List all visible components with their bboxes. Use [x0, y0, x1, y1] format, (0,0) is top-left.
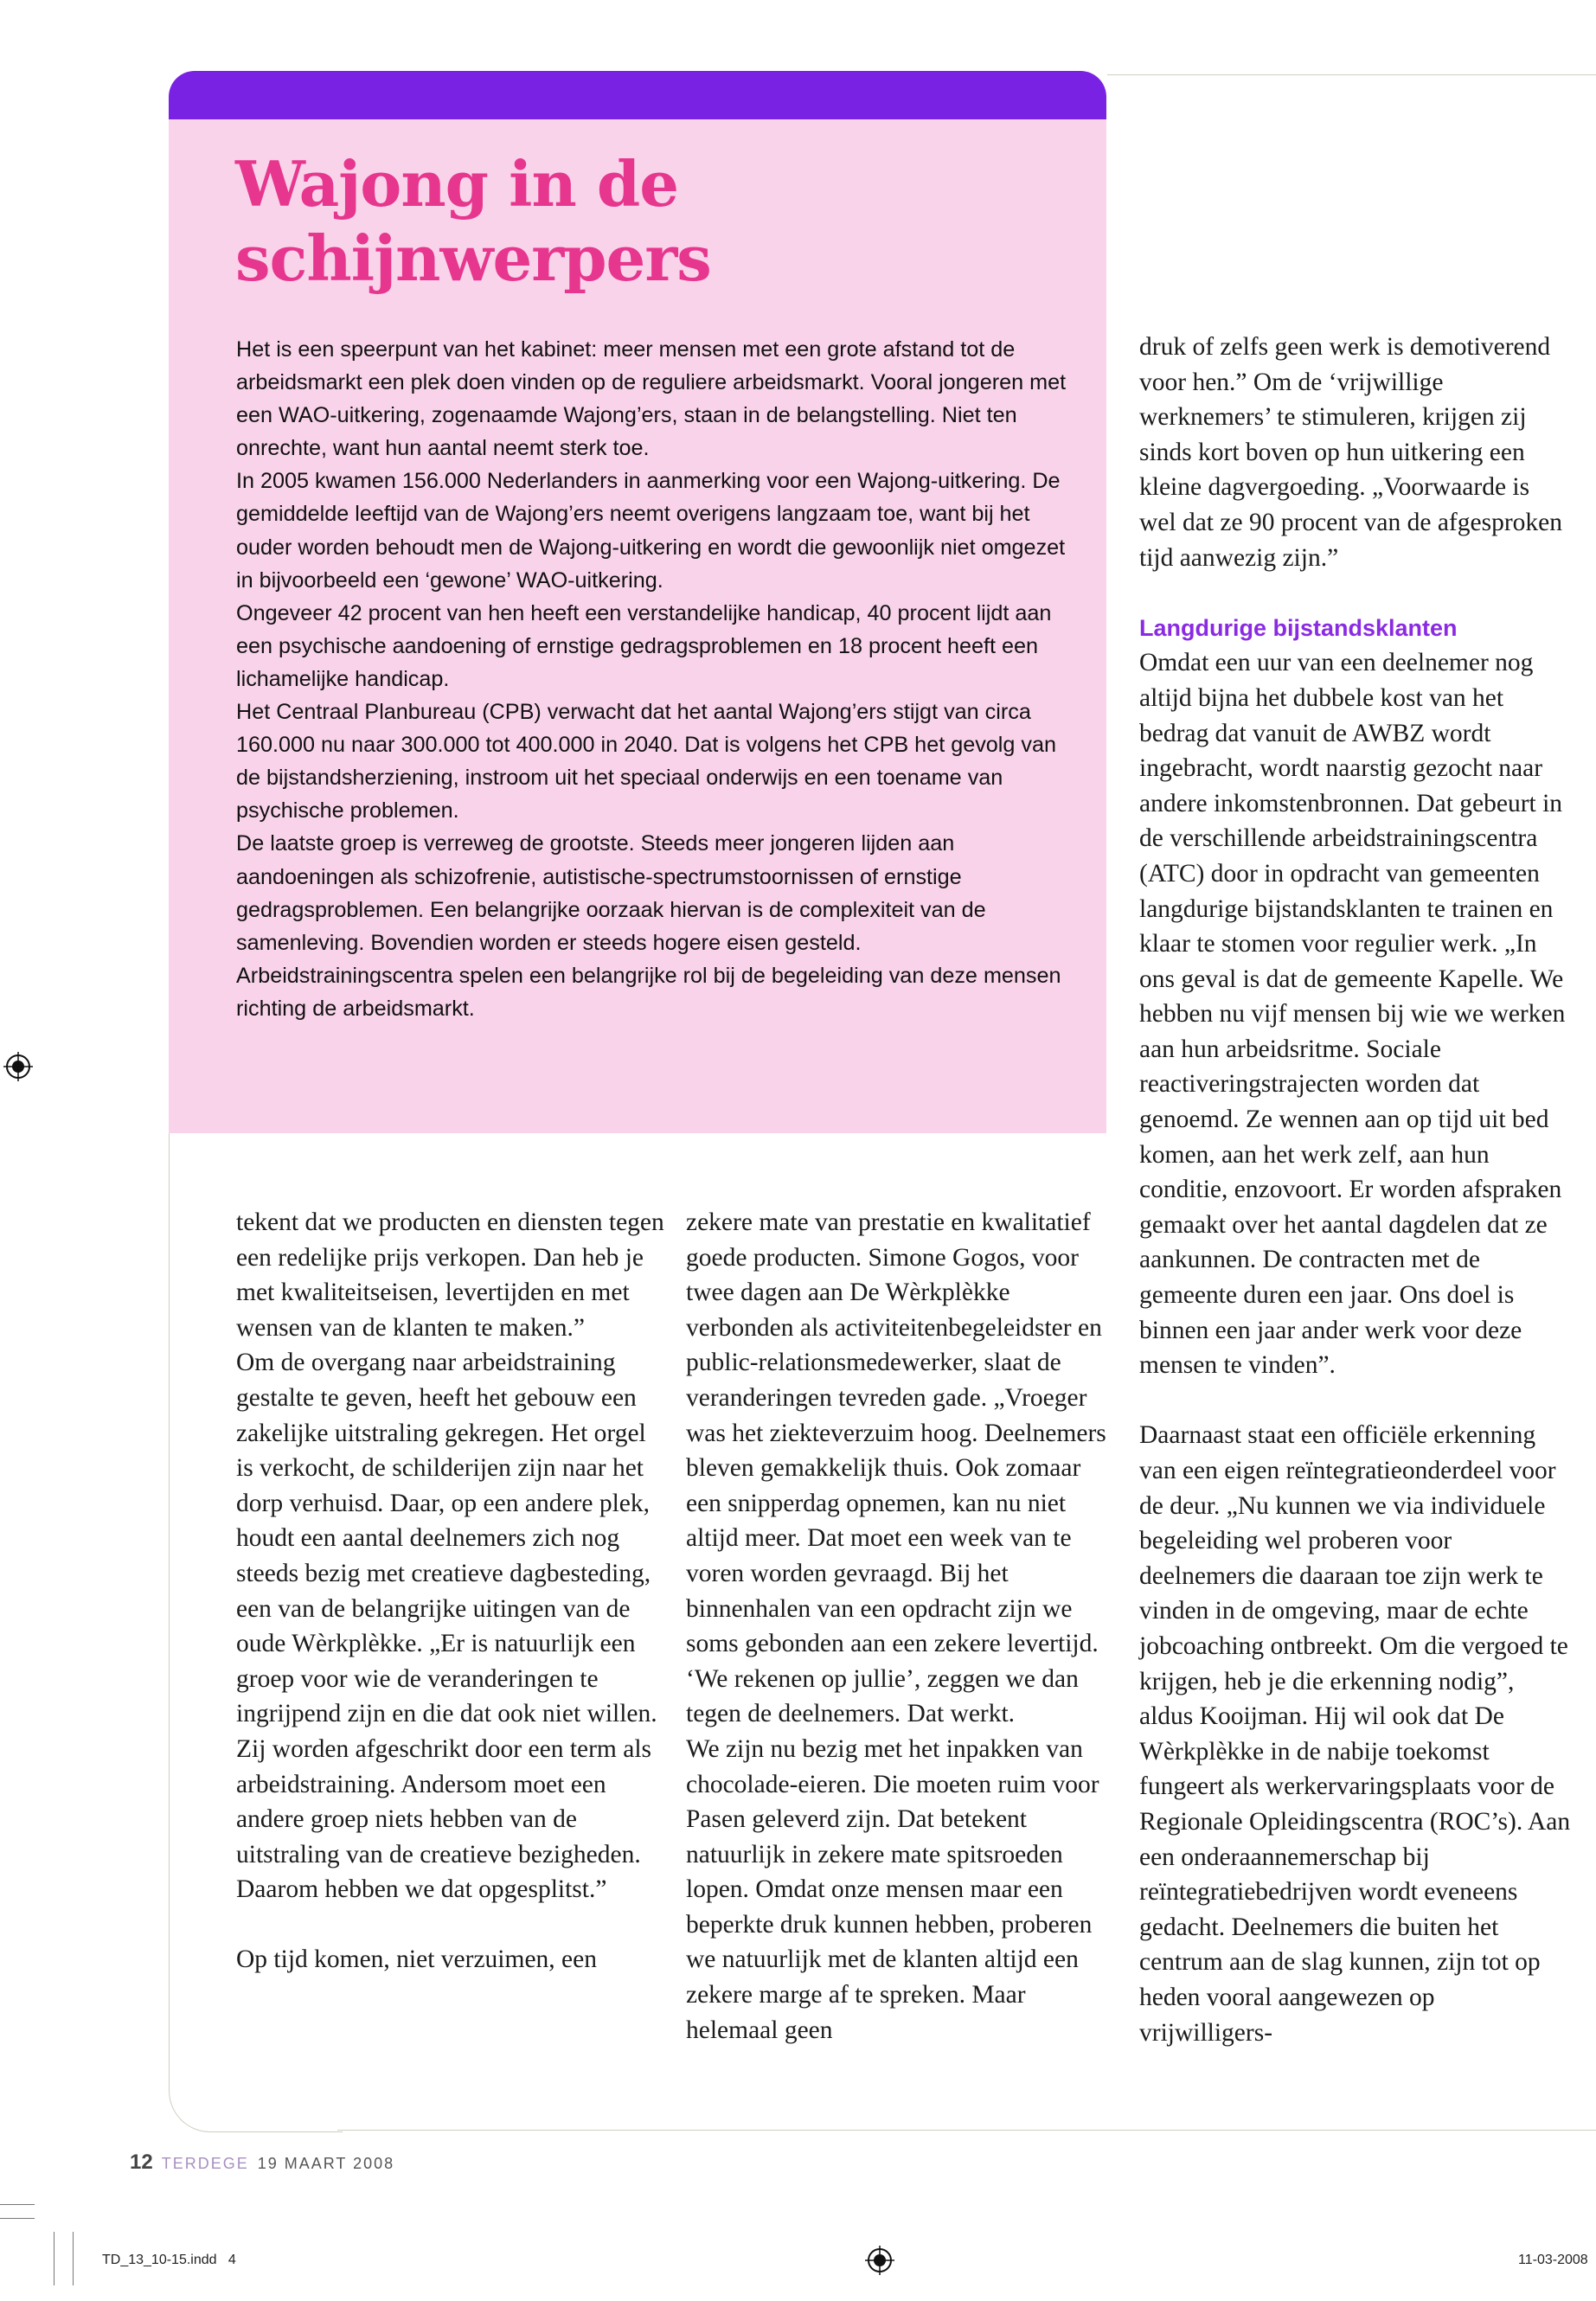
body-column-middle: [686, 1205, 1118, 2048]
intro-paragraph: Het is een speerpunt van het kabinet: meer mensen met een grote afstand tot de arbeidsmarkt een plek doen vinden op de reguliere arbeidsmarkt. Vooral jongeren met een WAO-uitkering, zogenaamde Wajong’ers, staan in de belangstelling. Niet ten onrechte, want hun aantal neemt sterk toe.: [236, 337, 1067, 461]
frame-corner-rule: [169, 2076, 343, 2132]
body-paragraph: druk of zelfs geen werk is demotiverend voor hen.” Om de ‘vrijwillige werknemers’ te stimuleren, krijgen zij sinds kort boven op hun uitkering een kleine dagvergoeding. „Voorwaarde is wel dat ze 90 procent van de afgesproken tijd aanwezig zijn.”: [1139, 333, 1562, 572]
body-paragraph: We zijn nu bezig met het inpakken van chocolade-eieren. Die moeten ruim voor Pasen geleverd zijn. Dat betekent natuurlijk in zekere mate spitsroeden lopen. Omdat onze mensen maar een beperkte druk kunnen hebben, proberen we natuurlijk met de klanten altijd een zekere marge af te spreken. Maar helemaal geen: [686, 1734, 1099, 2044]
body-paragraph: Op tijd komen, niet verzuimen, een: [236, 1945, 597, 1974]
headline-line-1: Wajong in de: [235, 147, 679, 221]
frame-left-rule: [169, 1133, 170, 2085]
slug-date: 11-03-2008: [1518, 2253, 1588, 2267]
frame-bottom-rule: [337, 2130, 1596, 2131]
intro-text: [236, 333, 1067, 1025]
crop-mark: [73, 2232, 74, 2285]
body-paragraph: zekere mate van prestatie en kwalitatief goede producten. Simone Gogos, voor twee dagen aan De Wèrkplèkke verbonden als activiteitenbegeleidster en public-relationsmedewerker, slaat de veranderingen tevreden gade. „Vroeger was het ziekteverzuim hoog. Deelnemers bleven gemakkelijk thuis. Ook zomaar een snipperdag opnemen, kan nu niet altijd meer. Dat moet een week van te voren worden gevraagd. Bij het binnenhalen van een opdracht zijn we soms gebonden aan een zekere levertijd. ‘We rekenen op jullie’, zeggen we dan tegen de deelnemers. Dat werkt.: [686, 1208, 1106, 1728]
purple-box-tab: [169, 71, 1106, 121]
folio: [130, 2150, 394, 2175]
section-subheading: Langdurige bijstandsklanten: [1139, 614, 1458, 641]
body-paragraph: Om de overgang naar arbeidstraining gestalte te geven, heeft het gebouw een zakelijke uitstraling gekregen. Het orgel is verkocht, de schilderijen zijn naar het dorp verhuisd. Daar, op een andere plek, houdt een aantal deelnemers zich nog steeds bezig met creatieve dagbesteding, een van de belangrijke uitingen van de oude Wèrkplèkke. „Er is natuurlijk een groep voor wie de veranderingen te ingrijpend zijn en die dat ook niet willen. Zij worden afgeschrikt door een term als arbeidstraining. Andersom moet een andere groep niets hebben van de uitstraling van de creatieve bezigheden. Daarom hebben we dat opgesplitst.”: [236, 1349, 657, 1904]
body-column-left: [236, 1205, 669, 1977]
headline-line-2: schijnwerpers: [235, 221, 711, 295]
issue-date: 19 MAART 2008: [257, 2155, 395, 2172]
article-headline: [235, 147, 1014, 296]
intro-paragraph: Het Centraal Planbureau (CPB) verwacht dat het aantal Wajong’ers stijgt van circa 160.000 nu naar 300.000 tot 400.000 in 2040. Dat is volgens het CPB het gevolg van de bijstandsherziening, instroom uit het speciaal onderwijs en een toename van psychische problemen.: [236, 700, 1057, 824]
intro-paragraph: De laatste groep is verreweg de grootste. Steeds meer jongeren lijden aan aandoeningen als schizofrenie, autistische-spectrumstoornissen of ernstige gedragsproblemen. Een belangrijke oorzaak hiervan is de complexiteit van de samenleving. Bovendien worden er steeds hogere eisen gesteld. Arbeidstrainingscentra spelen een belangrijke rol bij de begeleiding van deze mensen richting de arbeidsmarkt.: [236, 831, 1061, 1021]
registration-mark-icon: [3, 1052, 33, 1081]
body-paragraph: Omdat een uur van een deelnemer nog altijd bijna het dubbele kost van het bedrag dat vanuit de AWBZ wordt ingebracht, wordt naarstig gezocht naar andere inkomstenbronnen. Dat gebeurt in de verschillende arbeidstrainingscentra (ATC) door in opdracht van gemeenten langdurige bijstandsklanten te trainen en klaar te stomen voor regulier werk. „In ons geval is dat de gemeente Kapelle. We hebben nu vijf mensen bij wie we werken aan hun arbeidsritme. Sociale reactiveringstrajecten worden dat genoemd. Ze wennen aan op tijd uit bed komen, aan het werk zelf, aan hun conditie, enzovoort. Er worden afspraken gemaakt over het aantal dagdelen dat ze aankunnen. De contracten met de gemeente duren een jaar. Ons doel is binnen een jaar ander werk voor deze mensen te vinden”.: [1139, 649, 1566, 1380]
body-column-right: [1139, 330, 1572, 2050]
slug-filename: TD_13_10-15.indd 4: [102, 2253, 236, 2267]
frame-top-rule: [1107, 74, 1596, 75]
crop-mark: [0, 2218, 35, 2219]
intro-paragraph: In 2005 kwamen 156.000 Nederlanders in aanmerking voor een Wajong-uitkering. De gemiddelde leeftijd van de Wajong’ers neemt overigens langzaam toe, want bij het ouder worden behoudt men de Wajong-uitkering en wordt die gewoonlijk niet omgezet in bijvoorbeeld een ‘gewone’ WAO-uitkering.: [236, 469, 1066, 593]
body-paragraph: Daarnaast staat een officiële erkenning van een eigen reïntegratieonderdeel voor de deur. „Nu kunnen we via individuele begeleiding wel proberen voor deelnemers die daaraan toe zijn werk te vinden in de omgeving, maar de echte jobcoaching ontbreekt. Om die vergoed te krijgen, heb je die erkenning nodig”, aldus Kooijman. Hij wil ook dat De Wèrkplèkke in de nabije toekomst fungeert als werkervaringsplaats voor de Regionale Opleidingscentra (ROC’s). Aan een onderaannemerschap bij reïntegratiebedrijven wordt eveneens gedacht. Deelnemers die buiten het centrum aan de slag kunnen, zijn tot op heden vooral aangewezen op vrijwilligers-: [1139, 1421, 1571, 2047]
page-number: 12: [130, 2150, 153, 2174]
crop-mark: [0, 2204, 35, 2205]
registration-mark-icon: [865, 2246, 894, 2275]
magazine-name: TERDEGE: [161, 2155, 249, 2172]
body-paragraph: tekent dat we producten en diensten tegen een redelijke prijs verkopen. Dan heb je met kwaliteitseisen, levertijden en met wensen van de klanten te maken.”: [236, 1208, 664, 1342]
intro-paragraph: Ongeveer 42 procent van hen heeft een verstandelijke handicap, 40 procent lijdt aan een psychische aandoening of ernstige gedragsproblemen en 18 procent heeft een lichamelijke handicap.: [236, 600, 1052, 691]
